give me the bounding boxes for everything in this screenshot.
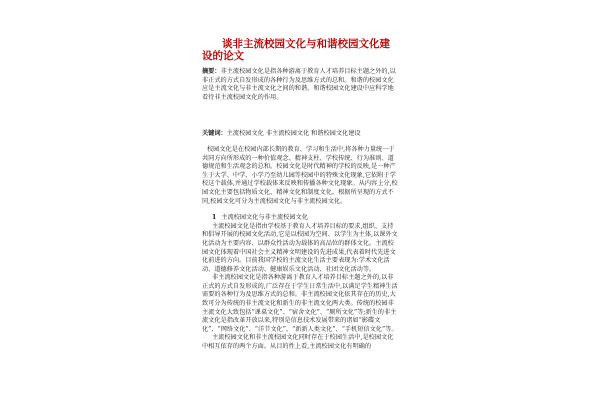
body-paragraph: 非主流校园文化是指各种游离于教育人才培养目标主题之外的,以非正式的方式自发形成的,广泛存在于学生日常生活中,以满足学生精神生活需要的各种行为及思维方式的总和。非主流校园文化依其存在的历史,大致可分为传统的非主流文化和新生的非主流文化两大类。传统的校园非主流文化大致包括“课桌文化”、“宿舍文化”、“厕所文化”等;新生的非主流文化是指改革开放以来,特别是信息技术发展带来的诸如“影碟文化”、“网络文化”、“洋节文化”、“新新人类文化”、“手机短信文化”等。 bbox=[202, 274, 398, 333]
section-number: 1 bbox=[212, 214, 217, 222]
keywords-text: 主流校园文化 非主流校园文化 和谐校园文化建设 bbox=[226, 130, 361, 138]
abstract-label: 摘要： bbox=[202, 68, 221, 75]
intro-paragraph: 校园文化是在校园内部长期的教育、学习和生活中,将各种力量统一于共同方向所形成的一种价值观念、精神支柱、学校传统、行为准则、道德规范和生活观念的总和。校园文化是时代精神的学校的反映,是一种产生于大学、中学、小学乃至幼儿园等校园中的特殊文化现象,它依附于学校这个载体,并通过学校载体来反映和传播各种文化现象。从内容上分,校园文化主要包括物质文化、精神文化和制度文化。根据所呈现的方式不同,校园文化可分为主流校园文化与非主流校园文化。 bbox=[202, 145, 398, 205]
keywords bbox=[202, 130, 398, 139]
abstract-text: 非主流校园文化是指各种游离于教育人才培养目标主题之外的,以非正式的方式自发形成的各种行为及思维方式的总和。和谐的校园文化应是主流文化与非主流文化之间的和谐。和谐校园文化建设中应科学地看待非主流校园文化的作用。 bbox=[202, 68, 396, 101]
document-title: 谈非主流校园文化与和谐校园文化建设的论文 bbox=[202, 38, 390, 62]
abstract bbox=[202, 68, 398, 102]
document-content bbox=[202, 38, 398, 352]
section-title: 主流校园文化与非主流校园文化 bbox=[221, 214, 308, 222]
body-paragraph: 主流校园文化和非主流校园文化同时存在于校园生活中,是校园文化中相互依存的两个方面。从目的性上看,主流校园文化有明确的 bbox=[202, 334, 394, 351]
section-heading bbox=[202, 214, 398, 223]
keywords-label: 关键词： bbox=[202, 130, 227, 138]
body-paragraph: 主流校园文化是指由学校基于教育人才培养目标的要求,组织、支持和倡导开展的校园文化活动,它是以校园为空间、以学生为主体,以课外文化活动为主要内容、以群众性活动为载体的高品位的群体文化。主流校园文化体现着中国社会主义精神文明建设的先进成果,代表着时代先进文化前进的方向。目前我国学校的主流文化生活主要表现为:学术文化活动、道德修养文化活动、健康娱乐文化活动、社团文化活动等。 bbox=[202, 222, 398, 273]
